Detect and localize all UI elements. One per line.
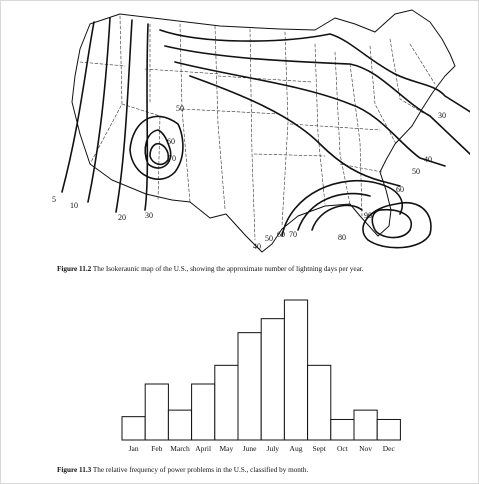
x-tick-label: Jan xyxy=(128,444,139,453)
contour-label: 80 xyxy=(338,233,346,242)
contour-label: 30 xyxy=(145,211,153,220)
x-tick-label: March xyxy=(170,444,190,453)
bar-oct xyxy=(331,419,354,440)
state-borders xyxy=(80,16,435,240)
contour-label: 20 xyxy=(118,213,126,222)
contour-label: 50 xyxy=(412,167,420,176)
figure-11-2-caption xyxy=(57,265,364,274)
bar-nov xyxy=(354,410,377,440)
bar-june xyxy=(238,333,261,440)
figure-11-3-caption xyxy=(57,466,308,475)
contour-label: 50 xyxy=(265,234,273,243)
contour-label: 40 xyxy=(253,242,261,251)
caption-text: The Isokeraunic map of the U.S., showing the approximate number of lightning days per year. xyxy=(92,265,364,273)
x-tick-label: May xyxy=(219,444,234,453)
contour-label: 60 xyxy=(396,185,404,194)
bar-may xyxy=(215,365,238,440)
contour-label: 10 xyxy=(70,201,78,210)
caption-text: The relative frequency of power problems in the U.S., classified by month. xyxy=(92,466,309,474)
x-tick-label: Aug xyxy=(289,444,303,453)
x-tick-label: Dec xyxy=(382,444,395,453)
figure-label: Figure 11.3 xyxy=(57,466,92,474)
bar-aug xyxy=(284,300,307,440)
x-tick-label: June xyxy=(242,444,257,453)
contour-label: 90 xyxy=(364,211,372,220)
bar-sept xyxy=(308,365,331,440)
isokeraunic-map xyxy=(50,4,470,259)
x-tick-label: July xyxy=(266,444,280,453)
contour-label: 70 xyxy=(168,154,176,163)
bar-april xyxy=(192,384,215,440)
bar-dec xyxy=(377,419,400,440)
contour-label: 60 xyxy=(167,137,175,146)
x-tick-label: Oct xyxy=(336,444,348,453)
contour-label: 40 xyxy=(424,155,432,164)
x-tick-label: Sept xyxy=(312,444,326,453)
us-outline xyxy=(72,10,455,252)
x-tick-label: April xyxy=(195,444,212,453)
monthly-power-problems-bar-chart xyxy=(120,290,410,455)
contour-label: 30 xyxy=(438,111,446,120)
bar-feb xyxy=(145,384,168,440)
bar-july xyxy=(261,319,284,440)
bar-jan xyxy=(122,417,145,440)
x-tick-label: Feb xyxy=(151,444,163,453)
contour-label: 70 xyxy=(289,230,297,239)
contour-label: 50 xyxy=(176,104,184,113)
x-tick-label: Nov xyxy=(359,444,373,453)
bar-march xyxy=(168,410,191,440)
figure-label: Figure 11.2 xyxy=(57,265,92,273)
contour-label: 60 xyxy=(277,230,285,239)
contour-label: 5 xyxy=(52,195,56,204)
